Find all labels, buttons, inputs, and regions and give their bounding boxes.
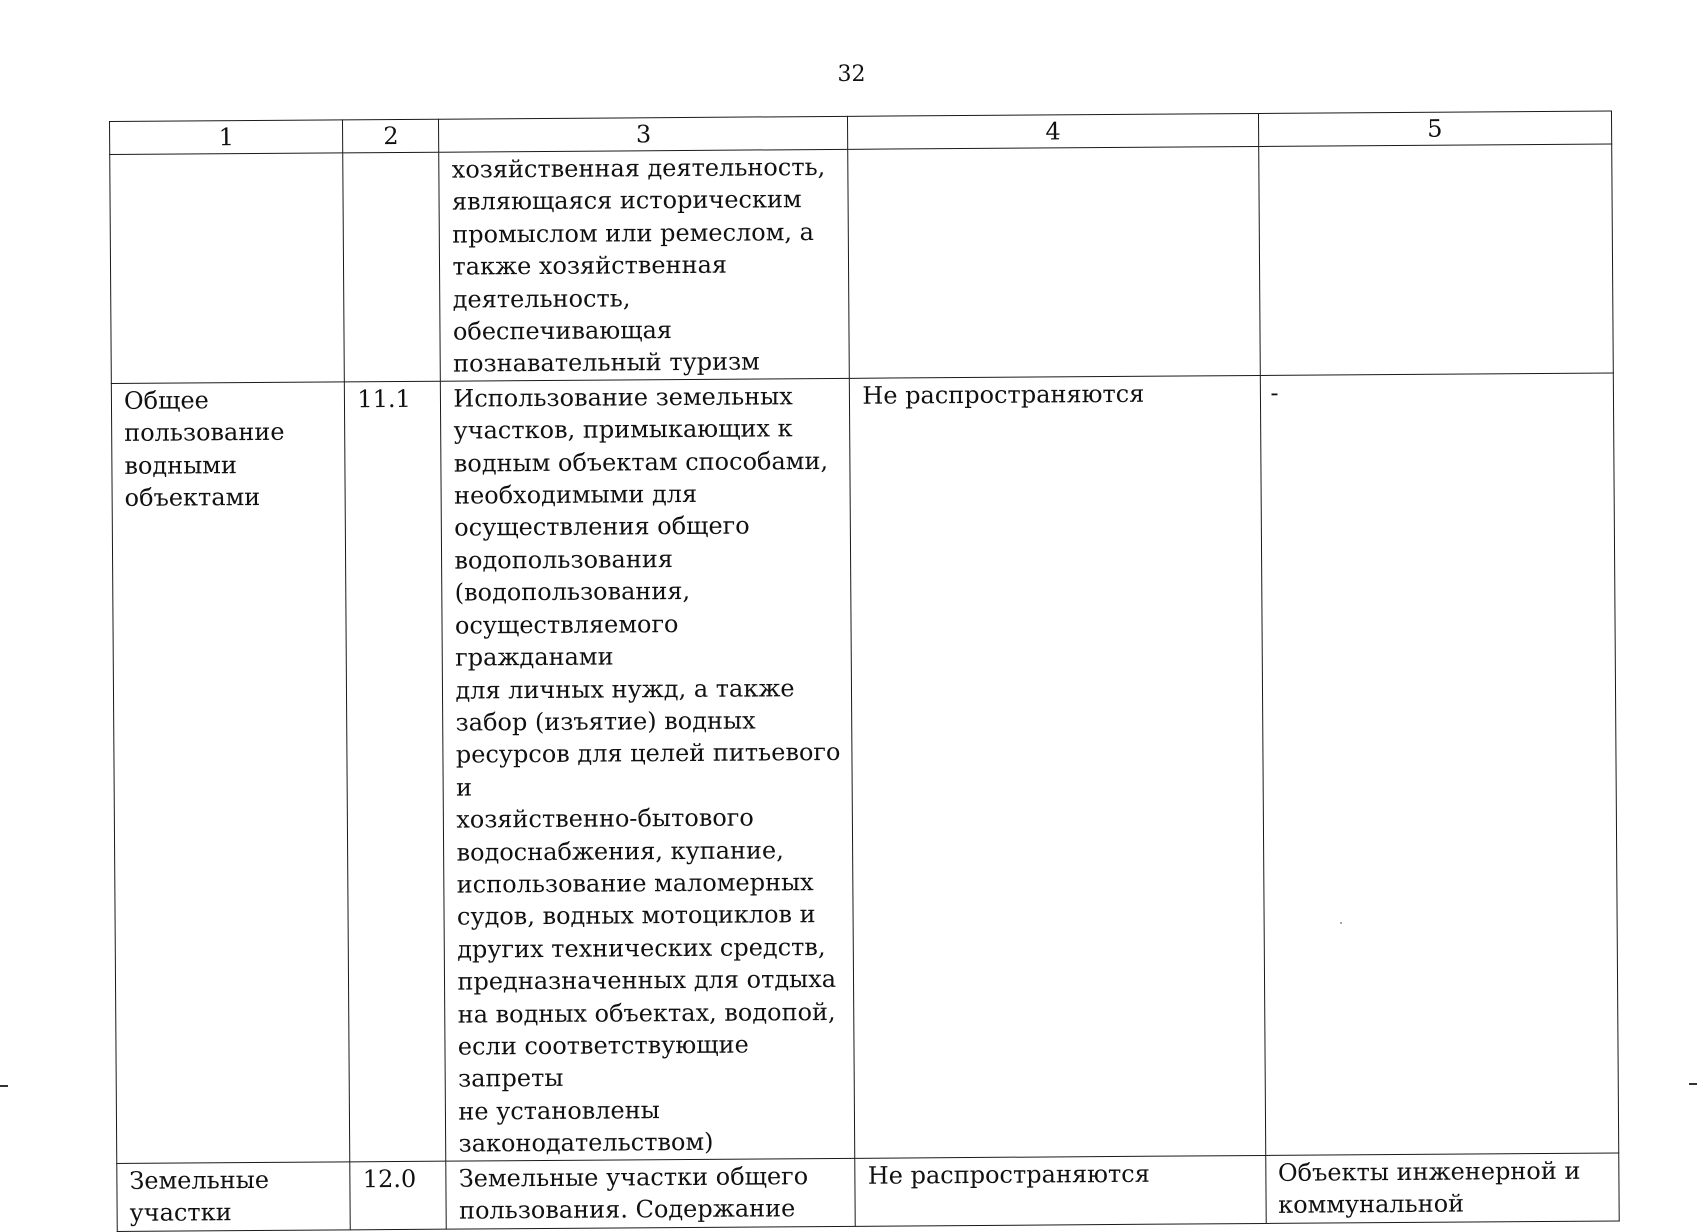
row-col4-cell: [848, 146, 1260, 378]
header-col-5: 5: [1258, 111, 1612, 146]
row-col4-cell: [850, 375, 1266, 1158]
row-col4: [861, 148, 1248, 151]
row-code: [356, 154, 429, 155]
row-col5: -: [1270, 378, 1279, 407]
header-col-2: 2: [343, 119, 439, 153]
row-description: Земельные участки общего пользования. Содержание: [458, 1161, 809, 1225]
row-description-cell: [441, 378, 855, 1161]
table-row: [110, 144, 1614, 383]
row-description-cell: [446, 1158, 855, 1229]
row-name: [122, 154, 332, 155]
header-col-1: 1: [110, 120, 344, 155]
row-code-cell: [343, 152, 441, 382]
row-col4: Не распространяются: [867, 1159, 1150, 1190]
row-name-cell: [110, 153, 345, 383]
row-col4-cell: [855, 1155, 1266, 1226]
row-code-cell: [345, 381, 446, 1161]
scan-edge-mark-right: [1689, 1083, 1697, 1085]
scan-edge-mark-left: [0, 1085, 8, 1087]
row-code: 12.0: [362, 1164, 417, 1193]
row-code-cell: [350, 1161, 446, 1230]
row-col5-cell: [1265, 1153, 1619, 1223]
row-description: хозяйственная деятельность, являющаяся историческим промыслом или ремеслом, а также хозяйственная деятельность, обеспечивающая познавательный туризм: [451, 153, 826, 379]
row-name: Земельные участки: [129, 1165, 270, 1227]
row-col5-cell: [1258, 144, 1613, 375]
table-row: [117, 1153, 1619, 1231]
row-code: 11.1: [357, 384, 411, 414]
header-col-3: 3: [439, 116, 848, 152]
row-col5-cell: [1260, 373, 1619, 1155]
regulations-table: [109, 111, 1620, 1232]
row-col4: Не распространяются: [862, 379, 1145, 410]
row-col5: [1271, 146, 1601, 148]
row-description: Использование земельных участков, примыкающих к водным объектам способами, необходимыми для осуществления общего водопользования (водопользования, осуществляемого гражданами для личных нужд, а также забор (изъятие) водных ресурсов для целей питьевого и хозяйственно-бытового водоснабжения, купание, использование маломерных судов, водных мотоциклов и других технических средств, предназначенных для отдыха на водных объектах, водопой, если соответствующие запреты не установлены законодательством): [453, 382, 841, 1158]
row-name-cell: [117, 1161, 351, 1231]
row-description-cell: [439, 149, 850, 381]
scan-speck: [1340, 922, 1342, 924]
row-name-cell: [111, 382, 350, 1163]
row-name: Общее пользование водными объектами: [123, 386, 285, 512]
row-col5: Объекты инженерной и коммунальной: [1277, 1156, 1581, 1219]
page-number: 32: [837, 62, 866, 87]
header-col-4: 4: [848, 113, 1258, 149]
table-row: [111, 373, 1618, 1163]
